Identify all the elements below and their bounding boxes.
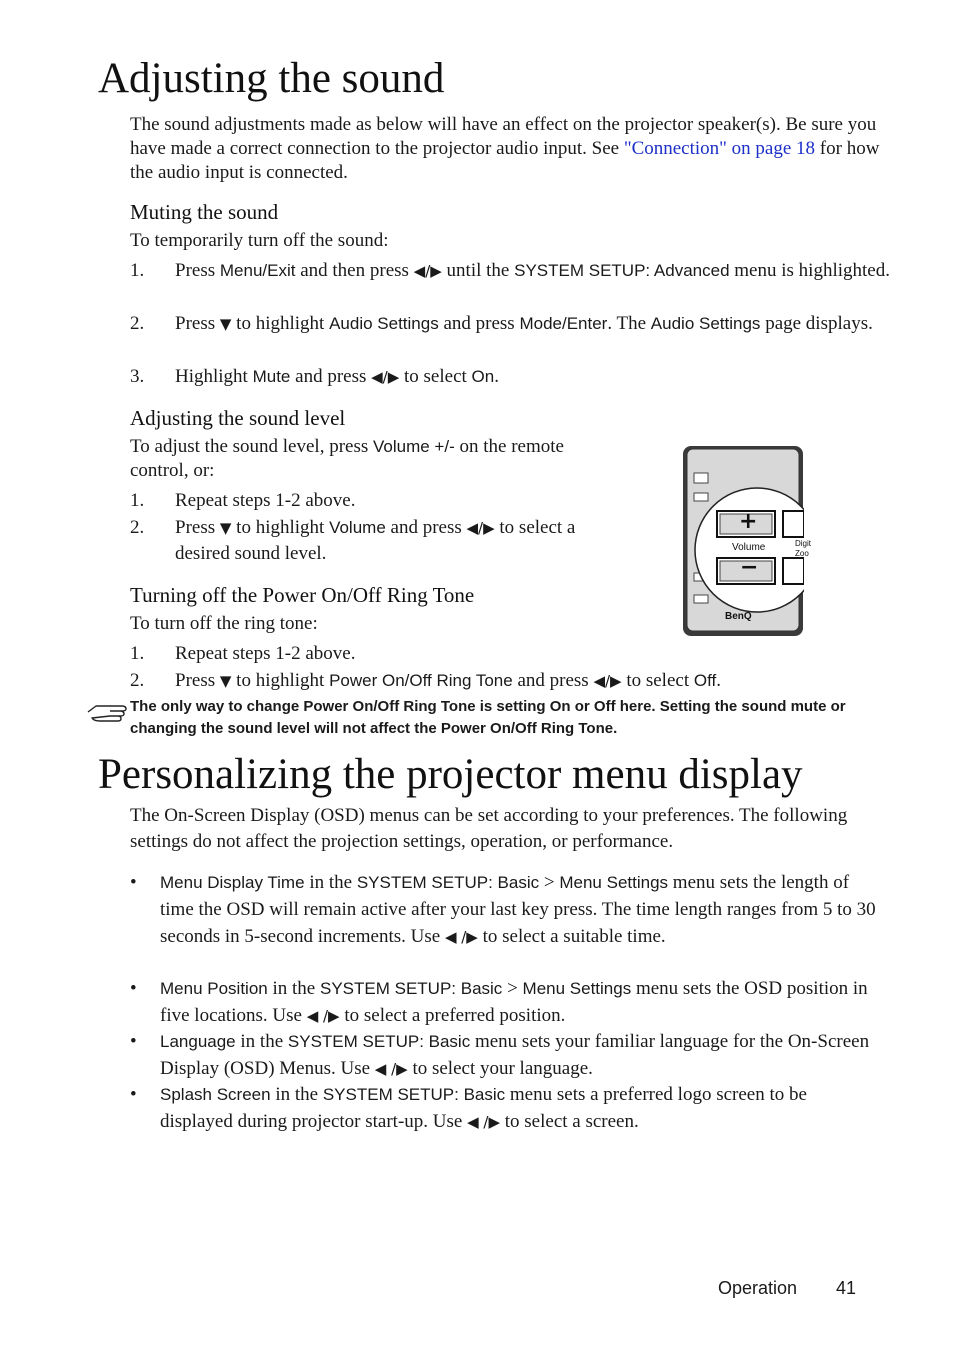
left-right-arrows-icon: ◀/▶ <box>413 262 442 280</box>
left-right-arrows-icon: ◀ /▶ <box>467 1113 500 1131</box>
volume-minus-icon: − <box>740 555 759 580</box>
down-arrow-icon: ▼ <box>219 672 232 690</box>
ring-tone-lead: To turn off the ring tone: <box>130 613 318 634</box>
connection-link[interactable]: "Connection" on page 18 <box>623 138 816 159</box>
section-title-adjusting-sound: Adjusting the sound <box>98 55 445 102</box>
benq-logo: BenQ <box>725 611 752 622</box>
sound-level-lead: To adjust the sound level, press Volume +/- on the remote control, or: <box>130 436 564 481</box>
remote-control-illustration <box>682 445 812 637</box>
volume-plus-icon: + <box>739 509 758 534</box>
volume-label: Volume <box>732 542 766 553</box>
footer-section-name: Operation <box>718 1278 798 1298</box>
left-right-arrows-icon: ◀ /▶ <box>306 1007 340 1025</box>
note-text: The only way to change Power On/Off Ring Tone is setting On or Off here. Setting the sound mute or changing the sound level will not affect the Power On/Off Ring Tone. <box>130 698 846 737</box>
intro-paragraph: The sound adjustments made as below will have an effect on the projector speaker(s). Be sure you have made a correct connection to the projector audio input. See "Connection" on page 18 for how the audio input is connected. <box>130 114 880 183</box>
footer-page-number: 41 <box>836 1278 857 1298</box>
down-arrow-icon: ▼ <box>219 315 232 333</box>
muting-lead: To temporarily turn off the sound: <box>130 230 389 251</box>
left-right-arrows-icon: ◀ /▶ <box>444 928 478 946</box>
note-hand-icon <box>86 700 128 724</box>
section-title-personalizing: Personalizing the projector menu display <box>98 751 803 798</box>
personalizing-intro: The On-Screen Display (OSD) menus can be set according to your preferences. The following settings do not affect the projection settings, operation, or performance. <box>130 805 848 852</box>
digital-zoom-label-1: Digit <box>795 539 812 548</box>
heading-sound-level: Adjusting the sound level <box>130 406 346 430</box>
left-right-arrows-icon: ◀/▶ <box>593 672 622 690</box>
left-right-arrows-icon: ◀/▶ <box>371 368 400 386</box>
heading-muting: Muting the sound <box>130 200 279 224</box>
digital-zoom-label-2: Zoo <box>795 549 809 558</box>
heading-ring-tone: Turning off the Power On/Off Ring Tone <box>130 583 475 607</box>
left-right-arrows-icon: ◀/▶ <box>466 519 495 537</box>
down-arrow-icon: ▼ <box>219 519 232 537</box>
remote-control-graphic <box>682 445 804 637</box>
left-right-arrows-icon: ◀ /▶ <box>374 1060 408 1078</box>
